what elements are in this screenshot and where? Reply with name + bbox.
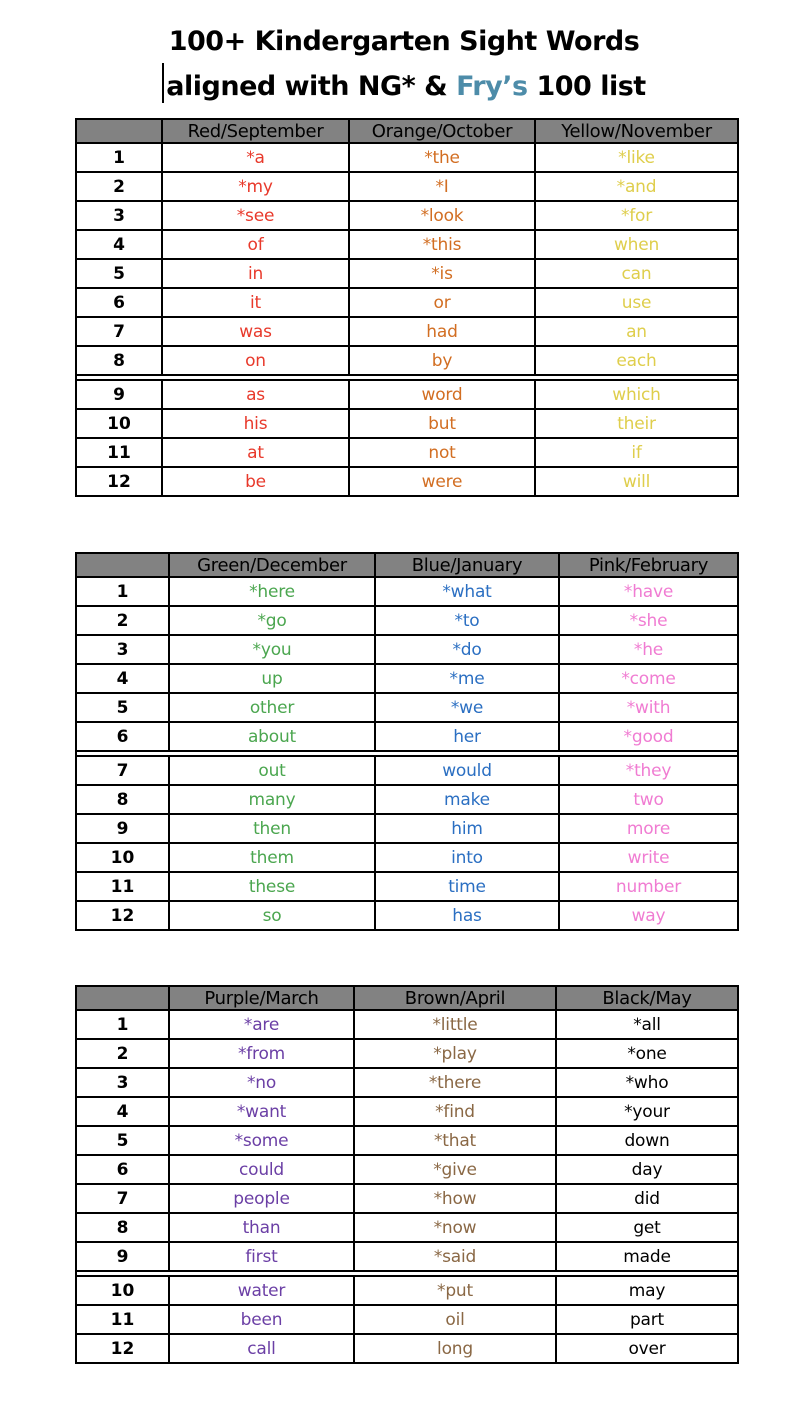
sight-word-cell: *that <box>354 1126 556 1155</box>
table-row <box>76 693 738 722</box>
row-number-cell: 8 <box>76 785 169 814</box>
sight-word-cell: *good <box>559 722 738 751</box>
sight-word-cell: long <box>354 1334 556 1363</box>
sight-word-cell: *said <box>354 1242 556 1271</box>
row-number-cell: 5 <box>76 693 169 722</box>
table-row <box>76 1068 738 1097</box>
table-row <box>76 1155 738 1184</box>
row-number-cell: 9 <box>76 814 169 843</box>
table-row <box>76 1039 738 1068</box>
sight-word-cell: at <box>162 438 349 467</box>
row-number-cell: 3 <box>76 201 162 230</box>
sight-word-cell: was <box>162 317 349 346</box>
row-number-cell: 12 <box>76 901 169 930</box>
sight-word-cell: as <box>162 380 349 409</box>
row-number-cell: 12 <box>76 1334 169 1363</box>
sight-word-cell: their <box>535 409 738 438</box>
sight-word-cell: an <box>535 317 738 346</box>
sight-word-cell: than <box>169 1213 354 1242</box>
sight-word-cell: *all <box>556 1010 738 1039</box>
sight-word-cell: which <box>535 380 738 409</box>
sight-word-cell: has <box>375 901 559 930</box>
sight-word-cell: *give <box>354 1155 556 1184</box>
sight-word-cell: *she <box>559 606 738 635</box>
table-row <box>76 1097 738 1126</box>
table-row <box>76 606 738 635</box>
row-number-cell: 12 <box>76 467 162 496</box>
sight-word-cell: get <box>556 1213 738 1242</box>
sight-word-cell: had <box>349 317 535 346</box>
sight-word-cell: *the <box>349 143 535 172</box>
table-row <box>76 438 738 467</box>
sight-word-cell: *how <box>354 1184 556 1213</box>
sight-word-cell: on <box>162 346 349 375</box>
sight-word-cell: write <box>559 843 738 872</box>
sight-word-cell: be <box>162 467 349 496</box>
sight-word-cell: people <box>169 1184 354 1213</box>
row-number-cell: 7 <box>76 317 162 346</box>
words-table <box>75 985 739 1364</box>
sight-word-cell: number <box>559 872 738 901</box>
sight-word-cell: *who <box>556 1068 738 1097</box>
sight-word-cell: would <box>375 756 559 785</box>
sight-word-cell: *to <box>375 606 559 635</box>
sight-words-table-1 <box>75 118 737 497</box>
sight-word-cell: two <box>559 785 738 814</box>
sight-word-cell: could <box>169 1155 354 1184</box>
table-row <box>76 201 738 230</box>
sight-word-cell: *with <box>559 693 738 722</box>
table-row <box>76 814 738 843</box>
sight-word-cell: *they <box>559 756 738 785</box>
table-row <box>76 872 738 901</box>
table-row <box>76 577 738 606</box>
sight-word-cell: each <box>535 346 738 375</box>
sight-word-cell: *your <box>556 1097 738 1126</box>
sight-word-cell: part <box>556 1305 738 1334</box>
table-row <box>76 1334 738 1363</box>
sight-word-cell: been <box>169 1305 354 1334</box>
sight-word-cell: *play <box>354 1039 556 1068</box>
words-table <box>75 552 739 931</box>
column-header: Pink/February <box>559 553 738 577</box>
row-number-cell: 10 <box>76 409 162 438</box>
table-row <box>76 288 738 317</box>
table-row <box>76 1276 738 1305</box>
sight-word-cell: did <box>556 1184 738 1213</box>
row-number-cell: 11 <box>76 1305 169 1334</box>
column-header: Black/May <box>556 986 738 1010</box>
sight-word-cell: *some <box>169 1126 354 1155</box>
sight-word-cell: *we <box>375 693 559 722</box>
sight-word-cell: *my <box>162 172 349 201</box>
sight-word-cell: *have <box>559 577 738 606</box>
sight-word-cell: other <box>169 693 375 722</box>
sight-word-cell: her <box>375 722 559 751</box>
row-number-cell: 3 <box>76 1068 169 1097</box>
row-number-cell: 11 <box>76 438 162 467</box>
sight-word-cell: *find <box>354 1097 556 1126</box>
row-number-cell: 6 <box>76 1155 169 1184</box>
sight-word-cell: into <box>375 843 559 872</box>
table-row <box>76 635 738 664</box>
table-row <box>76 1242 738 1271</box>
column-header: Blue/January <box>375 553 559 577</box>
sight-word-cell: *he <box>559 635 738 664</box>
sight-word-cell: down <box>556 1126 738 1155</box>
sight-word-cell: use <box>535 288 738 317</box>
sight-word-cell: *no <box>169 1068 354 1097</box>
corner-header-cell <box>76 119 162 143</box>
column-header: Brown/April <box>354 986 556 1010</box>
sight-word-cell: first <box>169 1242 354 1271</box>
title-line-2 <box>0 63 808 108</box>
sight-word-cell: make <box>375 785 559 814</box>
column-header: Yellow/November <box>535 119 738 143</box>
row-number-cell: 4 <box>76 664 169 693</box>
table-row <box>76 1184 738 1213</box>
sight-word-cell: by <box>349 346 535 375</box>
table-row <box>76 317 738 346</box>
table-row <box>76 785 738 814</box>
sight-word-cell: will <box>535 467 738 496</box>
table-row <box>76 172 738 201</box>
sight-word-cell: made <box>556 1242 738 1271</box>
sight-word-cell: it <box>162 288 349 317</box>
row-number-cell: 1 <box>76 143 162 172</box>
sight-word-cell: way <box>559 901 738 930</box>
row-number-cell: 4 <box>76 1097 169 1126</box>
sight-word-cell: not <box>349 438 535 467</box>
sight-word-cell: *me <box>375 664 559 693</box>
sight-word-cell: *for <box>535 201 738 230</box>
sight-word-cell: call <box>169 1334 354 1363</box>
sight-word-cell: may <box>556 1276 738 1305</box>
sight-word-cell: *do <box>375 635 559 664</box>
sight-word-cell: time <box>375 872 559 901</box>
sight-word-cell: then <box>169 814 375 843</box>
sight-word-cell: *see <box>162 201 349 230</box>
sight-word-cell: *here <box>169 577 375 606</box>
sight-word-cell: of <box>162 230 349 259</box>
sight-word-cell: him <box>375 814 559 843</box>
row-number-cell: 7 <box>76 756 169 785</box>
row-number-cell: 7 <box>76 1184 169 1213</box>
sight-word-cell: so <box>169 901 375 930</box>
sight-word-cell: can <box>535 259 738 288</box>
table-row <box>76 346 738 375</box>
sight-word-cell: *like <box>535 143 738 172</box>
header-row <box>76 553 738 577</box>
row-number-cell: 2 <box>76 606 169 635</box>
table-row <box>76 1126 738 1155</box>
table-row <box>76 1010 738 1039</box>
sight-word-cell: *are <box>169 1010 354 1039</box>
column-header: Orange/October <box>349 119 535 143</box>
sight-word-cell: out <box>169 756 375 785</box>
row-number-cell: 9 <box>76 380 162 409</box>
sight-word-cell: *now <box>354 1213 556 1242</box>
row-number-cell: 8 <box>76 1213 169 1242</box>
sight-word-cell: water <box>169 1276 354 1305</box>
sight-word-cell: about <box>169 722 375 751</box>
row-number-cell: 5 <box>76 1126 169 1155</box>
row-number-cell: 3 <box>76 635 169 664</box>
sight-word-cell: *I <box>349 172 535 201</box>
row-number-cell: 1 <box>76 1010 169 1039</box>
sight-word-cell: *there <box>354 1068 556 1097</box>
sight-word-cell: *this <box>349 230 535 259</box>
page-title <box>0 20 808 108</box>
sight-word-cell: *come <box>559 664 738 693</box>
sight-word-cell: more <box>559 814 738 843</box>
table-row <box>76 722 738 751</box>
sight-word-cell: *want <box>169 1097 354 1126</box>
row-number-cell: 6 <box>76 288 162 317</box>
sight-word-cell: if <box>535 438 738 467</box>
table-row <box>76 230 738 259</box>
sight-word-cell: but <box>349 409 535 438</box>
sight-word-cell: them <box>169 843 375 872</box>
row-number-cell: 10 <box>76 843 169 872</box>
table-row <box>76 409 738 438</box>
corner-header-cell <box>76 986 169 1010</box>
row-number-cell: 1 <box>76 577 169 606</box>
sight-word-cell: *and <box>535 172 738 201</box>
column-header: Purple/March <box>169 986 354 1010</box>
title-line-1: 100+ Kindergarten Sight Words <box>168 26 640 57</box>
sight-word-cell: oil <box>354 1305 556 1334</box>
table-row <box>76 467 738 496</box>
sight-words-table-2 <box>75 552 737 931</box>
row-number-cell: 5 <box>76 259 162 288</box>
sight-word-cell: *look <box>349 201 535 230</box>
row-number-cell: 4 <box>76 230 162 259</box>
row-number-cell: 9 <box>76 1242 169 1271</box>
header-row <box>76 986 738 1010</box>
sight-word-cell: *little <box>354 1010 556 1039</box>
row-number-cell: 2 <box>76 172 162 201</box>
sight-word-cell: or <box>349 288 535 317</box>
row-number-cell: 10 <box>76 1276 169 1305</box>
sight-words-table-3 <box>75 985 737 1364</box>
table-row <box>76 756 738 785</box>
table-row <box>76 380 738 409</box>
sight-word-cell: *from <box>169 1039 354 1068</box>
table-row <box>76 901 738 930</box>
table-row <box>76 1213 738 1242</box>
words-table <box>75 118 739 497</box>
sight-word-cell: *you <box>169 635 375 664</box>
sight-word-cell: *what <box>375 577 559 606</box>
sight-word-cell: *is <box>349 259 535 288</box>
sight-word-cell: day <box>556 1155 738 1184</box>
frys-highlight: Fry’s <box>456 71 528 102</box>
table-row <box>76 143 738 172</box>
column-header: Red/September <box>162 119 349 143</box>
table-row <box>76 259 738 288</box>
sight-word-cell: over <box>556 1334 738 1363</box>
sight-word-cell: these <box>169 872 375 901</box>
sight-word-cell: his <box>162 409 349 438</box>
sight-word-cell: were <box>349 467 535 496</box>
title-line-2-after: 100 list <box>527 71 646 102</box>
text-cursor <box>162 63 164 103</box>
sight-word-cell: up <box>169 664 375 693</box>
sight-word-cell: *a <box>162 143 349 172</box>
table-row <box>76 664 738 693</box>
row-number-cell: 8 <box>76 346 162 375</box>
corner-header-cell <box>76 553 169 577</box>
title-line-2-before: aligned with NG* & <box>166 71 457 102</box>
row-number-cell: 2 <box>76 1039 169 1068</box>
sight-word-cell: *one <box>556 1039 738 1068</box>
row-number-cell: 6 <box>76 722 169 751</box>
sight-word-cell: *go <box>169 606 375 635</box>
table-row <box>76 1305 738 1334</box>
sight-word-cell: word <box>349 380 535 409</box>
sight-word-cell: many <box>169 785 375 814</box>
header-row <box>76 119 738 143</box>
column-header: Green/December <box>169 553 375 577</box>
row-number-cell: 11 <box>76 872 169 901</box>
table-row <box>76 843 738 872</box>
sight-word-cell: in <box>162 259 349 288</box>
sight-word-cell: *put <box>354 1276 556 1305</box>
sight-word-cell: when <box>535 230 738 259</box>
